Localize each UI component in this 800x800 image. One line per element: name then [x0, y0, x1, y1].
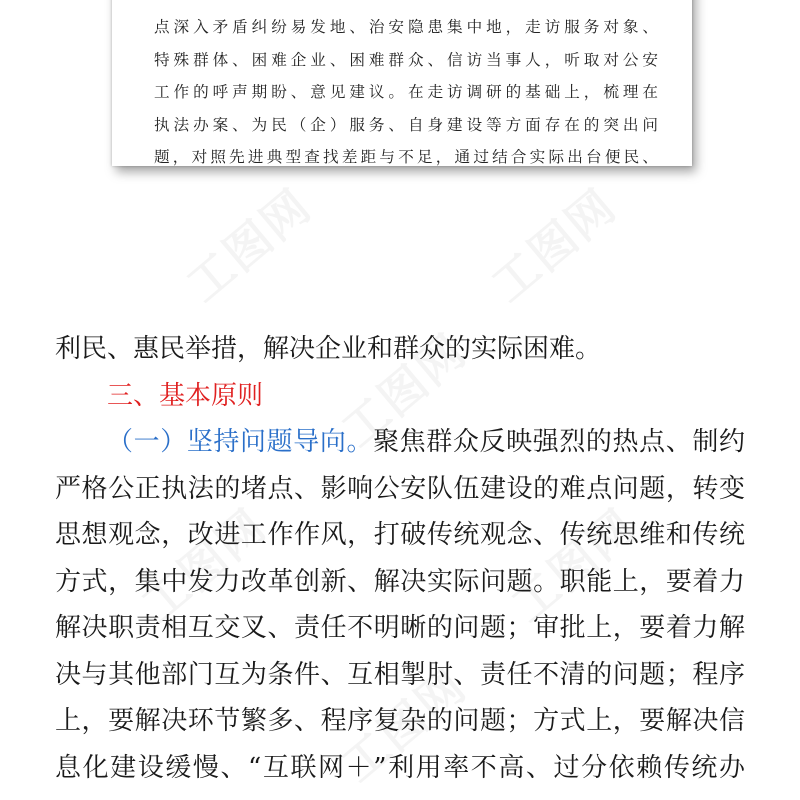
paragraph-first-line	[55, 419, 745, 466]
subheading: （一）坚持问题导向。	[107, 427, 374, 457]
document-body	[55, 326, 745, 791]
paragraph-line: 息化建设缓慢、“互联网＋”利用率不高、过分依赖传统办	[55, 752, 745, 783]
card-text	[154, 11, 659, 166]
watermark: 工图网	[481, 178, 627, 313]
continuation-line: 利民、惠民举措，解决企业和群众的实际困难。	[55, 334, 602, 364]
watermark: 工图网	[176, 178, 322, 313]
watermark: 工图网	[331, 658, 477, 793]
card-line: 工作的呼声期盼、意见建议。在走访调研的基础上，梳理在	[154, 83, 659, 101]
paragraph-line: 上，要解决环节繁多、程序复杂的问题；方式上，要解决信	[55, 706, 745, 736]
first-line-text: 聚焦群众反映强烈的热点、制约	[373, 427, 745, 457]
section-heading: 三、基本原则	[107, 380, 264, 411]
document-card	[112, 0, 692, 166]
watermark: 工图网	[131, 498, 277, 633]
card-line: 点深入矛盾纠纷易发地、治安隐患集中地，走访服务对象、	[154, 18, 659, 36]
card-line: 特殊群体、困难企业、困难群众、信访当事人，听取对公安	[154, 50, 659, 69]
watermark: 工图网	[501, 498, 647, 633]
card-line: 题，对照先进典型查找差距与不足，通过结合实际出台便民、	[154, 148, 659, 166]
paragraph-line: 严格公正执法的堵点、影响公安队伍建设的难点问题，转变	[55, 473, 745, 504]
paragraph-line: 决与其他部门互为条件、互相掣肘、责任不清的问题；程序	[55, 659, 745, 690]
watermark: 工图网	[331, 323, 477, 458]
paragraph-line: 方式，集中发力改革创新、解决实际问题。职能上，要着力	[55, 566, 745, 597]
card-line: 执法办案、为民（企）服务、自身建设等方面存在的突出问	[154, 115, 659, 134]
paragraph-line: 解决职责相互交叉、责任不明晰的问题；审批上，要着力解	[55, 613, 745, 643]
paragraph-line: 思想观念，改进工作作风，打破传统观念、传统思维和传统	[55, 520, 745, 550]
